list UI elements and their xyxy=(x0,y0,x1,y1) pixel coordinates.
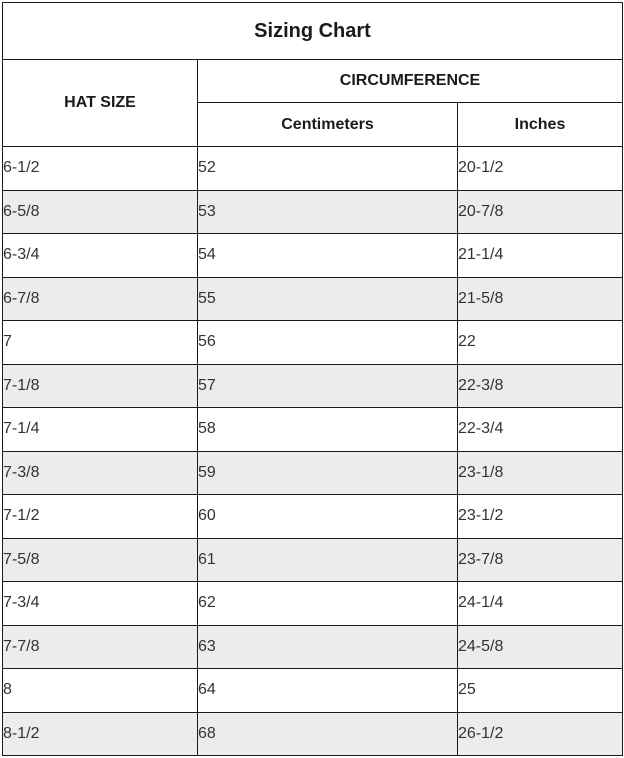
table-row xyxy=(3,582,623,626)
centimeters-cell: 52 xyxy=(198,147,458,191)
hat-size-cell: 8-1/2 xyxy=(3,712,198,756)
centimeters-cell: 55 xyxy=(198,277,458,321)
table-row xyxy=(3,495,623,539)
hat-size-cell: 8 xyxy=(3,669,198,713)
inches-cell: 26-1/2 xyxy=(458,712,623,756)
centimeters-cell: 64 xyxy=(198,669,458,713)
inches-cell: 21-1/4 xyxy=(458,234,623,278)
table-row xyxy=(3,625,623,669)
centimeters-cell: 62 xyxy=(198,582,458,626)
centimeters-cell: 53 xyxy=(198,190,458,234)
centimeters-cell: 60 xyxy=(198,495,458,539)
sizing-chart-table xyxy=(2,2,623,756)
hat-size-cell: 7-7/8 xyxy=(3,625,198,669)
hat-size-cell: 7-1/8 xyxy=(3,364,198,408)
centimeters-cell: 54 xyxy=(198,234,458,278)
table-row xyxy=(3,669,623,713)
table-body xyxy=(3,147,623,756)
table-row xyxy=(3,451,623,495)
centimeters-header: Centimeters xyxy=(198,103,458,147)
hat-size-cell: 7-1/4 xyxy=(3,408,198,452)
table-row xyxy=(3,538,623,582)
inches-cell: 21-5/8 xyxy=(458,277,623,321)
hat-size-cell: 7-3/8 xyxy=(3,451,198,495)
centimeters-cell: 56 xyxy=(198,321,458,365)
inches-cell: 22-3/8 xyxy=(458,364,623,408)
circumference-header: CIRCUMFERENCE xyxy=(198,60,623,103)
hat-size-cell: 6-5/8 xyxy=(3,190,198,234)
table-title: Sizing Chart xyxy=(3,3,623,60)
inches-cell: 23-1/2 xyxy=(458,495,623,539)
hat-size-cell: 6-1/2 xyxy=(3,147,198,191)
table-row xyxy=(3,364,623,408)
table-row xyxy=(3,712,623,756)
table-row xyxy=(3,321,623,365)
hat-size-cell: 7-3/4 xyxy=(3,582,198,626)
inches-cell: 24-1/4 xyxy=(458,582,623,626)
inches-cell: 24-5/8 xyxy=(458,625,623,669)
centimeters-cell: 59 xyxy=(198,451,458,495)
hat-size-cell: 7-5/8 xyxy=(3,538,198,582)
table-row xyxy=(3,408,623,452)
inches-cell: 25 xyxy=(458,669,623,713)
hat-size-cell: 7 xyxy=(3,321,198,365)
table-row xyxy=(3,277,623,321)
inches-cell: 20-1/2 xyxy=(458,147,623,191)
table-row xyxy=(3,234,623,278)
centimeters-cell: 63 xyxy=(198,625,458,669)
centimeters-cell: 58 xyxy=(198,408,458,452)
table-header xyxy=(3,3,623,147)
centimeters-cell: 68 xyxy=(198,712,458,756)
inches-cell: 23-7/8 xyxy=(458,538,623,582)
centimeters-cell: 57 xyxy=(198,364,458,408)
inches-cell: 20-7/8 xyxy=(458,190,623,234)
inches-cell: 22-3/4 xyxy=(458,408,623,452)
table-row xyxy=(3,190,623,234)
inches-cell: 23-1/8 xyxy=(458,451,623,495)
centimeters-cell: 61 xyxy=(198,538,458,582)
hat-size-cell: 6-7/8 xyxy=(3,277,198,321)
inches-header: Inches xyxy=(458,103,623,147)
table-row xyxy=(3,147,623,191)
hat-size-cell: 7-1/2 xyxy=(3,495,198,539)
hat-size-header: HAT SIZE xyxy=(3,60,198,147)
hat-size-cell: 6-3/4 xyxy=(3,234,198,278)
inches-cell: 22 xyxy=(458,321,623,365)
